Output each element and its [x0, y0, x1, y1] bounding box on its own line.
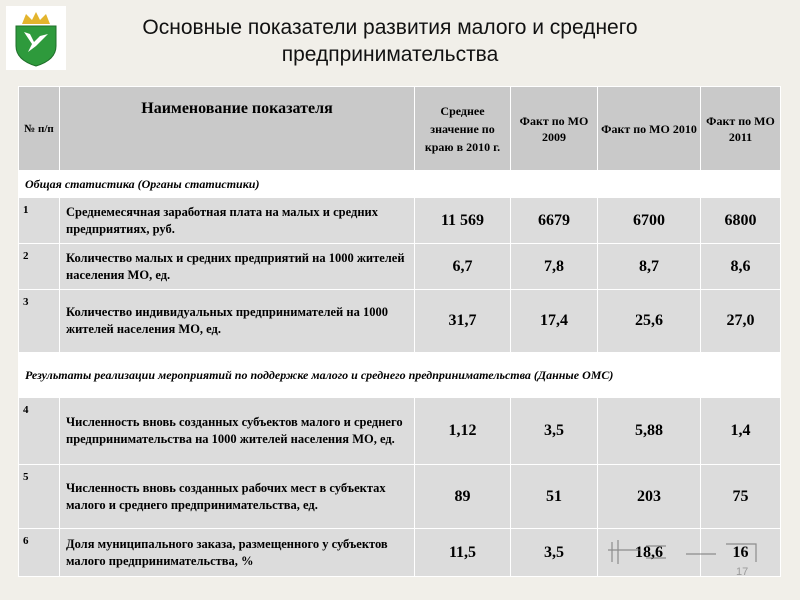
value-2010: 203 [598, 465, 701, 529]
row-number: 6 [19, 529, 60, 577]
indicators-table [18, 86, 781, 577]
value-2009: 3,5 [511, 529, 598, 577]
row-number: 4 [19, 398, 60, 465]
row-number: 2 [19, 244, 60, 290]
value-2011: 16 [701, 529, 781, 577]
table-row [19, 244, 781, 290]
header-avg: Среднее значение по краю в 2010 г. [415, 87, 511, 171]
row-name: Численность вновь созданных субъектов малого и среднего предпринимательства на 1000 жителей населения МО, ед. [60, 398, 415, 465]
decorative-line-icon [606, 536, 766, 568]
value-2010: 25,6 [598, 290, 701, 353]
value-2011: 8,6 [701, 244, 781, 290]
row-name: Количество индивидуальных предпринимателей на 1000 жителей населения МО, ед. [60, 290, 415, 353]
section-support-results: Результаты реализации мероприятий по поддержке малого и среднего предпринимательства (Данные ОМС) [19, 353, 781, 398]
row-number: 1 [19, 198, 60, 244]
value-avg: 89 [415, 465, 511, 529]
coat-of-arms-icon [6, 6, 66, 70]
value-avg: 1,12 [415, 398, 511, 465]
row-name: Количество малых и средних предприятий на 1000 жителей населения МО, ед. [60, 244, 415, 290]
page-title: Основные показатели развития малого и среднего предпринимательства [142, 16, 638, 66]
value-avg: 11 569 [415, 198, 511, 244]
value-2011: 6800 [701, 198, 781, 244]
header-fact-2011: Факт по МО 2011 [701, 87, 781, 171]
section-general-statistics: Общая статистика (Органы статистики) [19, 171, 781, 198]
value-2010: 8,7 [598, 244, 701, 290]
row-number: 3 [19, 290, 60, 353]
value-2009: 7,8 [511, 244, 598, 290]
value-2011: 1,4 [701, 398, 781, 465]
value-2010: 6700 [598, 198, 701, 244]
header-fact-2010: Факт по МО 2010 [598, 87, 701, 171]
header-fact-2009: Факт по МО 2009 [511, 87, 598, 171]
value-avg: 11,5 [415, 529, 511, 577]
value-2009: 17,4 [511, 290, 598, 353]
value-2011: 27,0 [701, 290, 781, 353]
row-number: 5 [19, 465, 60, 529]
row-name: Среднемесячная заработная плата на малых и средних предприятиях, руб. [60, 198, 415, 244]
value-2009: 51 [511, 465, 598, 529]
value-avg: 31,7 [415, 290, 511, 353]
value-2010: 18,6 [598, 529, 701, 577]
header-num: № п/п [19, 87, 60, 171]
table-row [19, 198, 781, 244]
table-row [19, 398, 781, 465]
value-2009: 6679 [511, 198, 598, 244]
page-number: 17 [736, 566, 749, 578]
value-2011: 75 [701, 465, 781, 529]
value-avg: 6,7 [415, 244, 511, 290]
row-name: Численность вновь созданных рабочих мест в субъектах малого и среднего предпринимательства, ед. [60, 465, 415, 529]
table-row [19, 465, 781, 529]
value-2009: 3,5 [511, 398, 598, 465]
header-name: Наименование показателя [60, 87, 415, 171]
row-name: Доля муниципального заказа, размещенного у субъектов малого предпринимательства, % [60, 529, 415, 577]
value-2010: 5,88 [598, 398, 701, 465]
table-row [19, 290, 781, 353]
